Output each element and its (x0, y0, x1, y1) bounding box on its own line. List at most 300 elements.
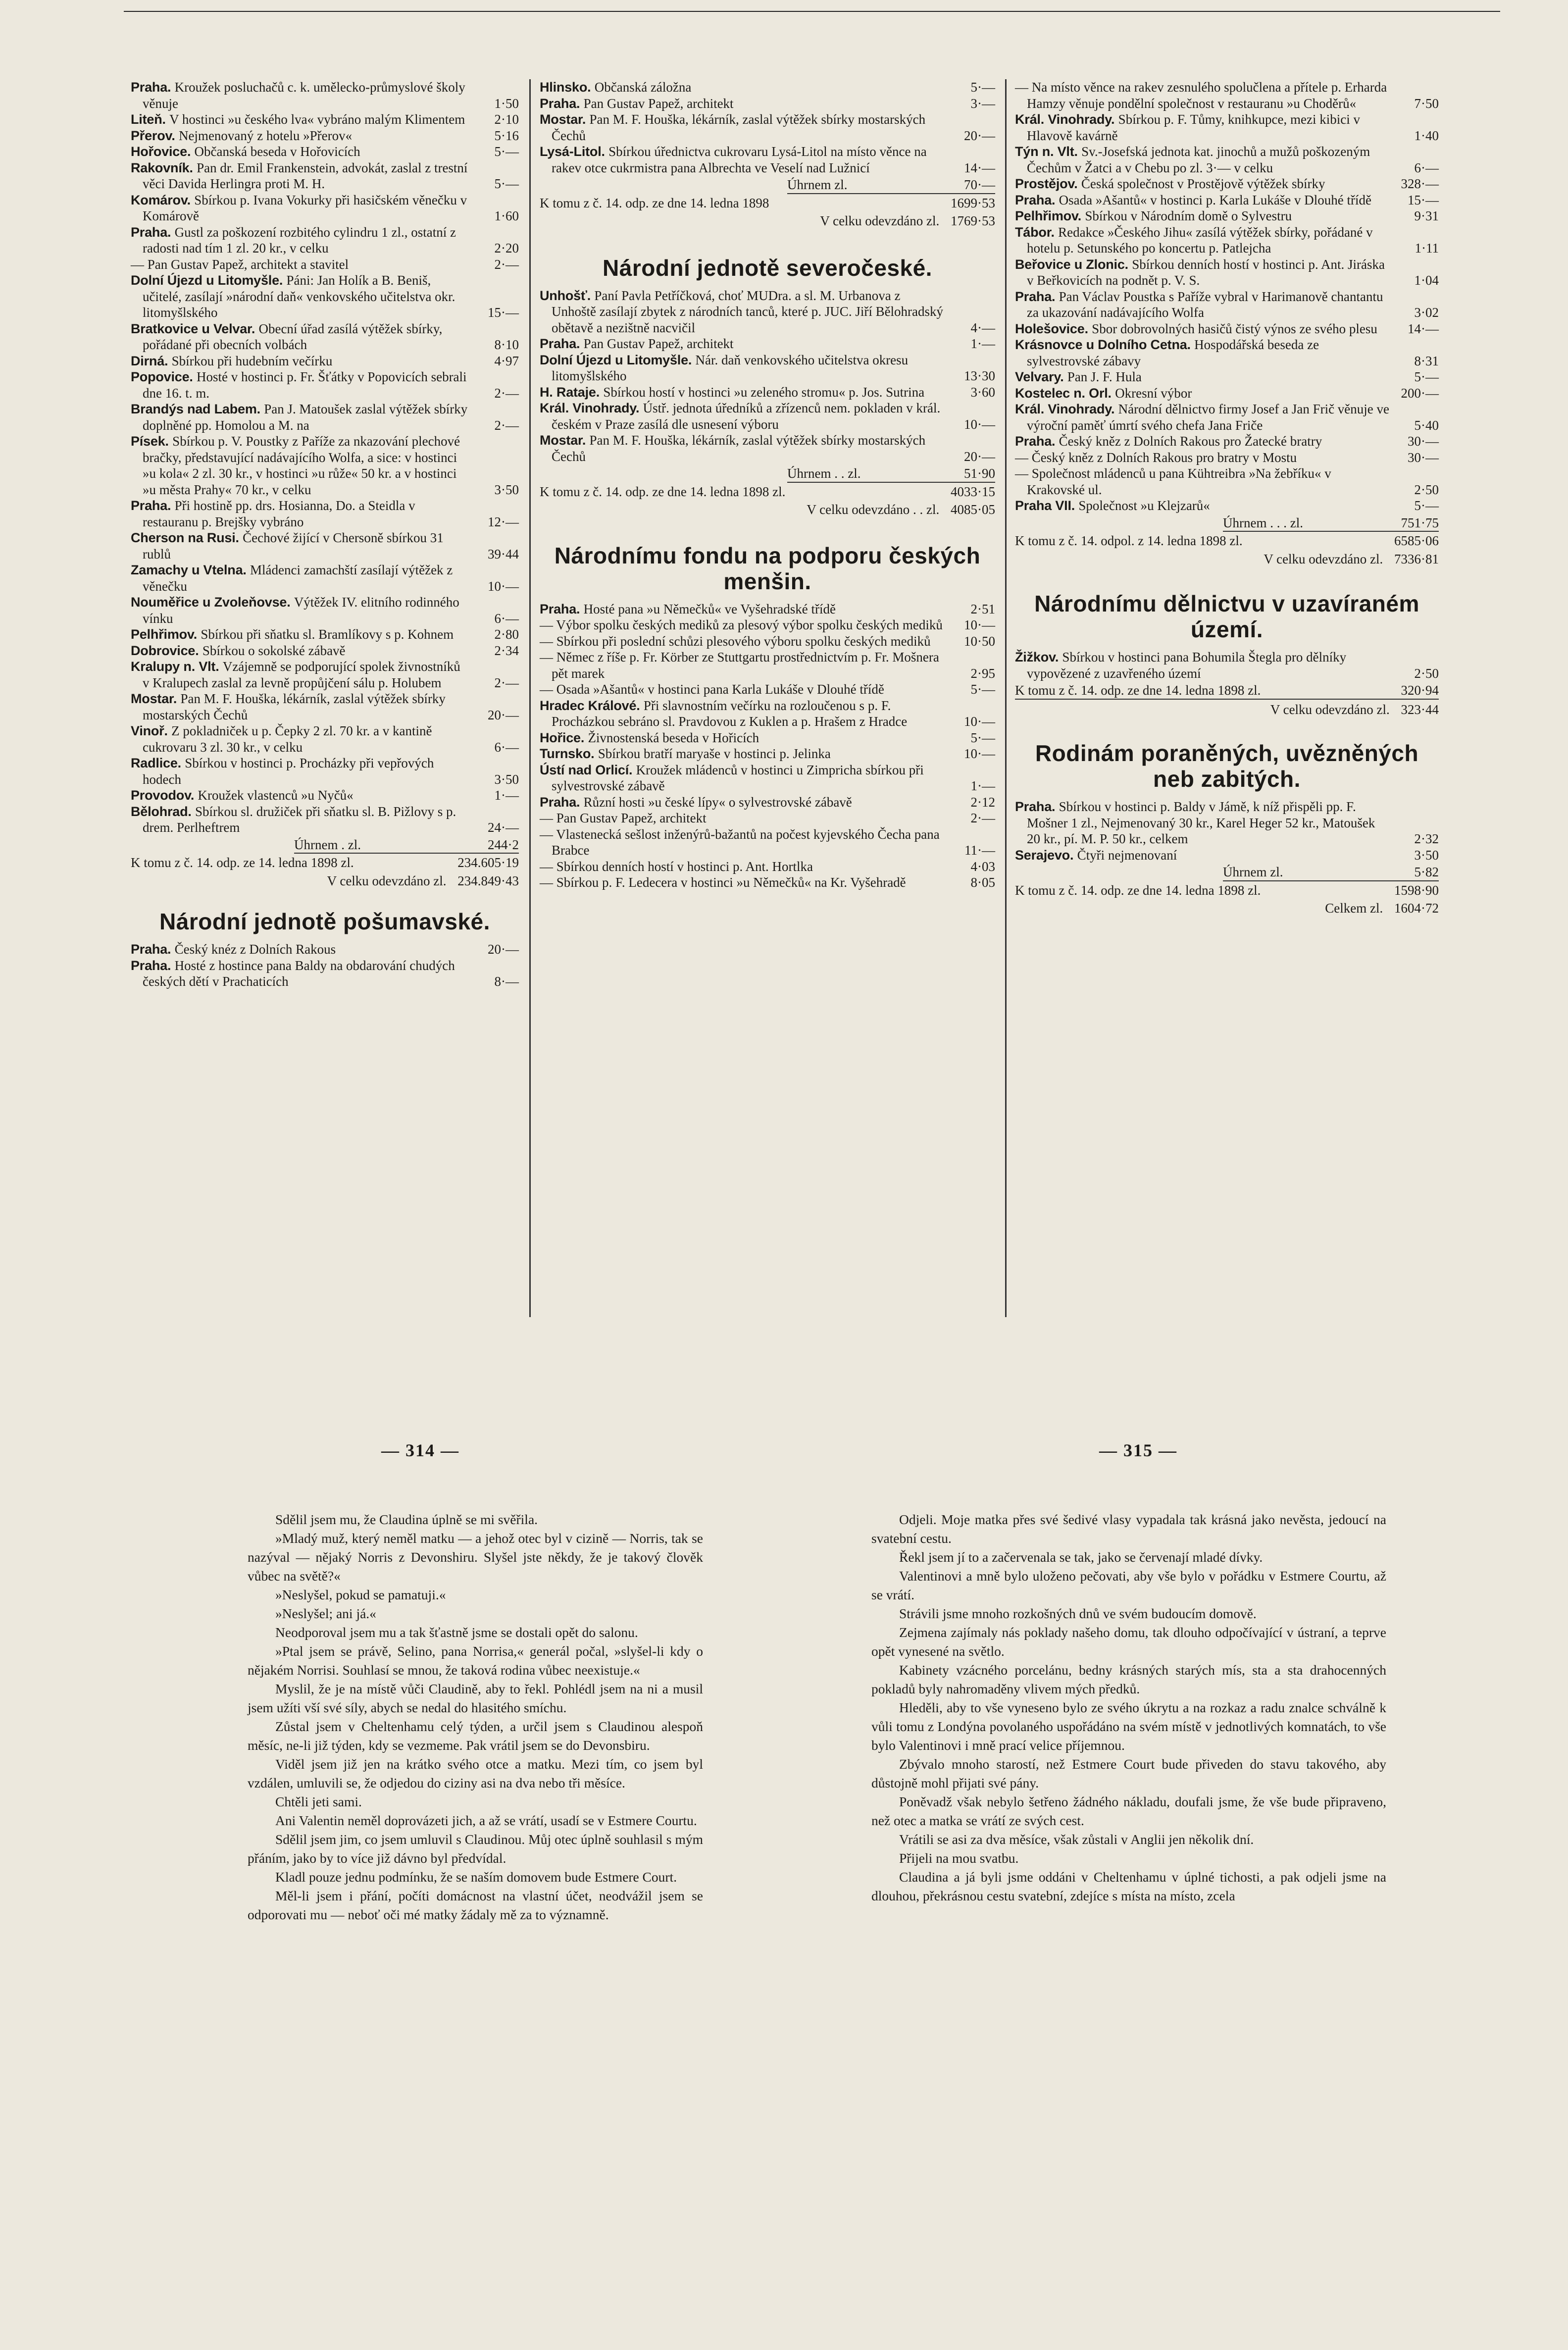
carry-line (1015, 882, 1439, 899)
entry-text: Sbírkou v hostinci pana Bohumila Štegla pro dělníky vypovězené z uzavřeného území (1027, 650, 1347, 681)
entry-amount: 1·— (970, 336, 995, 351)
place-name: Hlinsko. (540, 80, 595, 95)
entry-amount: 3·— (970, 96, 995, 111)
donation-entry (540, 111, 995, 144)
carry-line (1015, 682, 1439, 700)
total-amount: 4085·05 (951, 502, 995, 517)
entry-amount: 24·— (488, 820, 519, 835)
story-paragraph: Viděl jsem již jen na krátko svého otce a matku. Mezi tím, co jsem byl vzdálen, umluvili se, že odjedou do ciziny asi na dva nebo tři měsíce. (248, 1756, 703, 1790)
place-name: Vinoř. (131, 723, 172, 738)
entry-text: Paní Pavla Petříčková, choť MUDra. a sl. M. Urbanova z Unhoště zasílají zbytek z národních tanců, které p. JUC. Jiří Bělohradský obětavě a nezištně nacvičil (552, 288, 944, 335)
entry-text: — Sbírkou při poslední schůzi plesového výboru spolku českých mediků (540, 633, 931, 649)
place-name: Mostar. (540, 433, 590, 448)
total-label: V celku odevzdáno zl. (820, 213, 940, 228)
entry-amount: 1·04 (1414, 273, 1439, 288)
place-name: Písek. (131, 434, 173, 449)
place-name: Přerov. (131, 128, 179, 143)
place-name: Král. Vinohrady. (1015, 402, 1118, 416)
donation-entry (1015, 401, 1439, 433)
entry-amount: 6·— (494, 611, 519, 626)
story-paragraph: »Ptal jsem se právě, Selino, pana Norrisa,« generál počal, »slyšel-li kdy o nějakém Norrisi. Souhlasí se mnou, že taková rodina vůbec neexistuje.« (248, 1643, 703, 1678)
carry-amount: 1699·53 (951, 195, 995, 210)
entry-amount: 3·50 (494, 771, 519, 787)
total-label: V celku odevzdáno . . zl. (807, 502, 940, 517)
place-name: Komárov. (131, 192, 195, 207)
entry-amount: 1·11 (1415, 241, 1439, 255)
total-line (131, 873, 519, 889)
entry-amount: 3·02 (1414, 305, 1439, 320)
entry-text: — Společnost mládenců u pana Kühtreibra »Na žebříku« v Krakovské ul. (1015, 466, 1331, 497)
entry-text: Hosté v hostinci p. Fr. Šťátky v Popovicích sebrali dne 16. t. m. (143, 369, 467, 401)
entry-text: Sbírkou úřednictva cukrovaru Lysá-Litol na místo věnce na rakev otce cukrmistra pana Albrechta ve Veselí nad Lužnicí (552, 144, 927, 175)
entry-text: — Vlastenecká sešlost inženýrů-bažantů na počest kyjevského Čecha pana Brabce (540, 826, 940, 858)
donation-list (131, 941, 519, 990)
place-name: Krásnovce u Dolního Cetna. (1015, 337, 1195, 352)
entry-text: Okresní výbor (1115, 385, 1192, 401)
section-title: Národnímu dělnictvu v uzavíraném území. (1034, 591, 1419, 642)
place-name: Praha. (1015, 799, 1059, 814)
donation-entry (131, 160, 519, 192)
place-name: H. Rataje. (540, 384, 604, 400)
sum-label: Úhrnem . . zl. (787, 466, 861, 481)
donation-entry (131, 433, 519, 498)
donation-list (131, 79, 519, 836)
place-name: Žižkov. (1015, 650, 1062, 664)
donation-entry (131, 256, 519, 273)
entry-amount: 2·— (494, 385, 519, 401)
carry-amount: 4033·15 (951, 484, 995, 499)
place-name: Brandýs nad Labem. (131, 402, 264, 416)
section-title: Národnímu fondu na podporu českých menšin. (554, 542, 981, 594)
place-name: Kostelec n. Orl. (1015, 385, 1115, 401)
carry-label: K tomu z č. 14. odpol. z 14. ledna 1898 zl. (1015, 533, 1243, 548)
donation-entry (540, 874, 995, 891)
entry-amount: 5·— (1414, 498, 1439, 513)
donation-list (1015, 649, 1439, 681)
entry-amount: 20·— (964, 128, 995, 143)
total-amount: 7336·81 (1394, 551, 1439, 566)
donation-entry (1015, 79, 1439, 111)
entry-text: Hospodářská beseda ze sylvestrovské zábavy (1027, 337, 1319, 368)
donation-entry (131, 562, 519, 594)
entry-text: Sbor dobrovolných hasičů čistý výnos ze svého plesu (1092, 321, 1377, 336)
carry-label: K tomu z č. 14. odp. ze dne 14. ledna 1898 zl. (1015, 683, 1261, 698)
donation-entry (540, 649, 995, 681)
story-paragraph: »Neslyšel, pokud se pamatuji.« (275, 1587, 446, 1602)
entry-amount: 2·80 (494, 627, 519, 642)
story-paragraph: Strávili jsme mnoho rozkošných dnů ve svém budoucím domově. (899, 1606, 1257, 1621)
place-name: Praha. (131, 80, 175, 95)
place-name: Liteň. (131, 112, 170, 127)
donation-entry (540, 432, 995, 464)
place-name: Bělohrad. (131, 804, 196, 819)
entry-amount: 2·34 (494, 643, 519, 658)
entry-text: Různí hosti »u české lípy« o sylvestrovské zábavě (583, 794, 852, 810)
entry-amount: 2·10 (494, 112, 519, 127)
total-label: V celku odevzdáno zl. (1270, 702, 1390, 717)
donation-entry (131, 643, 519, 659)
entry-text: Z pokladniček u p. Čepky 2 zl. 70 kr. a v kantině cukrovaru 3 zl. 30 kr., v celku (143, 723, 432, 755)
carry-amount: 234.605·19 (457, 855, 519, 870)
donation-entry (131, 530, 519, 562)
carry-amount: 6585·06 (1394, 533, 1439, 548)
place-name: Král. Vinohrady. (540, 401, 643, 415)
total-line (1015, 900, 1439, 917)
place-name: Serajevo. (1015, 847, 1077, 863)
carry-line (540, 484, 995, 500)
entry-amount: 5·— (970, 80, 995, 95)
entry-text: Sbírkou p. V. Poustky z Paříže za nkazování plechové bračky, představující nadávajícího Wolfa, a sice: v hostinci »u kola« 2 zl. 30 kr., v hostinci »u růže« 50 kr. a v hostinci »u města Prahy« 70 kr., v celku (143, 434, 460, 497)
place-name: Cherson na Rusi. (131, 530, 243, 545)
entry-text: Sbírkou v hostinci p. Procházky při vepřových hodech (143, 756, 434, 787)
place-name: Hořice. (540, 730, 588, 745)
place-name: Praha. (131, 498, 175, 513)
entry-text: Pan dr. Emil Frankenstein, advokát, zaslal z trestní věci Davida Herlingra proti M. H. (143, 160, 468, 191)
entry-text: Pan Gustav Papež, architekt (583, 96, 734, 111)
entry-amount: 4·97 (494, 353, 519, 368)
page-number-right: — 315 — (1099, 1440, 1177, 1460)
total-amount: 1769·53 (951, 213, 995, 228)
carry-label: K tomu z č. 14. odp. ze dne 14. ledna 1898 zl. (540, 484, 786, 499)
place-name: Praha. (1015, 289, 1059, 304)
sum-label: Úhrnem zl. (1223, 865, 1283, 879)
carry-line (131, 855, 519, 871)
sum-amount: 5·82 (1414, 865, 1439, 879)
place-name: Prostějov. (1015, 176, 1081, 191)
carry-line (1015, 533, 1439, 549)
donation-entry (1015, 649, 1439, 681)
entry-amount: 6·— (494, 739, 519, 755)
donation-entry (131, 594, 519, 626)
entry-amount: 15·— (488, 305, 519, 320)
place-name: Tábor. (1015, 224, 1059, 240)
entry-amount: 1·50 (494, 96, 519, 111)
sum-label: Úhrnem zl. (787, 177, 848, 192)
donation-entry (540, 746, 995, 762)
story-paragraph: Neodporoval jsem mu a tak šťastně jsme se dostali opět do salonu. (275, 1625, 638, 1640)
place-name: Ústí nad Orlicí. (540, 762, 636, 777)
carry-amount: 320·94 (1401, 683, 1439, 698)
entry-text: Sbírkou při sňatku sl. Bramlíkovy s p. Kohnem (201, 627, 454, 642)
story-paragraph: Zůstal jsem v Cheltenhamu celý týden, a určil jsem s Claudinou alespoň měsíc, ne-li již týden, kdy se vezmeme. Pak vrátil jsem se do Devonsbiru. (248, 1719, 703, 1753)
entry-text: Pan J. F. Hula (1067, 369, 1142, 384)
entry-amount: 39·44 (488, 546, 519, 562)
column-rule (1005, 79, 1007, 1317)
entry-amount: 3·60 (970, 384, 995, 400)
sum-label: Úhrnem . . . zl. (1223, 515, 1303, 530)
entry-text: Sbírkou denních hostí v hostinci p. Ant. Jiráska v Beřkovicích na podnět p. V. S. (1027, 256, 1385, 288)
donation-entry (131, 787, 519, 804)
sum-amount: 70·— (964, 177, 995, 192)
donation-entry (1015, 321, 1439, 337)
place-name: Lysá-Litol. (540, 144, 609, 159)
story-paragraph: »Neslyšel; ani já.« (275, 1606, 376, 1621)
entry-text: Ústř. jednota úředníků a zřízenců nem. pokladen v král. českém v Praze zasílá dle usnesení výboru (552, 401, 941, 432)
entry-amount: 10·— (964, 714, 995, 729)
entry-text: V hostinci »u českého lva« vybráno malým Klimentem (169, 112, 465, 127)
place-name: Praha. (540, 336, 584, 351)
sum-line (787, 465, 995, 483)
donation-entry (540, 730, 995, 746)
entry-text: Společnost »u Klejzarů« (1078, 498, 1210, 513)
total-line (1015, 702, 1439, 718)
donation-entry (1015, 289, 1439, 321)
sum-line (1223, 515, 1439, 532)
entry-amount: 8·31 (1414, 353, 1439, 368)
place-name: Popovice. (131, 369, 197, 384)
entry-text: Nár. daň venkovského učitelstva okresu litomyšlského (552, 352, 909, 383)
donation-entry (1015, 433, 1439, 450)
entry-amount: 2·50 (1414, 665, 1439, 681)
donation-entry (540, 288, 995, 336)
donation-entry (1015, 256, 1439, 289)
entry-amount: 14·— (964, 160, 995, 175)
carry-line (540, 195, 995, 211)
entry-amount: 4·— (970, 320, 995, 335)
story-paragraph: Kladl pouze jednu podmínku, že se naším domovem bude Estmere Court. (275, 1869, 677, 1885)
donation-entry (540, 79, 995, 96)
donation-entry (131, 128, 519, 144)
entry-amount: 5·— (1414, 369, 1439, 384)
entry-text: Nejmenovaný z hotelu »Přerov« (178, 128, 353, 143)
entry-text: Gustl za poškození rozbitého cylindru 1 zl., ostatní z radosti nad tím 1 zl. 20 kr., v celku (143, 224, 456, 255)
total-line (1015, 551, 1439, 567)
entry-text: Sbírkou hostí v hostinci »u zeleného stromu« p. Jos. Sutrina (603, 384, 925, 400)
sum-label: Úhrnem . zl. (294, 837, 361, 852)
donation-entry (131, 498, 519, 530)
donation-entry (131, 958, 519, 990)
donation-entry (1015, 176, 1439, 192)
place-name: Pelhřimov. (131, 627, 201, 642)
story-paragraph: Poněvadž však nebylo šetřeno žádného nákladu, doufali jsme, že vše bude připraveno, než otec a matka se vrátí ze svých cest. (871, 1794, 1386, 1828)
total-line (540, 502, 995, 518)
entry-text: Kroužek mládenců v hostinci u Zimpricha sbírkou při sylvestrovské zábavě (552, 762, 924, 793)
entry-text: Osada »Ašantů« v hostinci p. Karla Lukáše v Dlouhé třídě (1059, 192, 1372, 207)
donation-entry (540, 826, 995, 859)
entry-text: Občanská záložna (594, 80, 692, 95)
entry-text: Vzájemně se podporující spolek živnostníků v Kralupech zaslal za levně propůjčení sálu p. Holubem (143, 659, 460, 690)
story-paragraph: Vrátili se asi za dva měsíce, však zůstali v Anglii jen několik dní. (899, 1832, 1254, 1847)
entry-amount: 2·20 (494, 241, 519, 255)
sum-line (1223, 864, 1439, 881)
donation-entry (540, 698, 995, 730)
entry-amount: 1·40 (1414, 128, 1439, 143)
place-name: Kralupy n. Vlt. (131, 659, 223, 674)
donation-entry (131, 321, 519, 353)
total-amount: 234.849·43 (457, 873, 519, 888)
entry-text: Pan M. F. Houška, lékárník, zaslal výtěžek sbírky mostarských Čechů (552, 112, 926, 143)
donation-entry (131, 626, 519, 643)
entry-amount: 2·— (494, 675, 519, 690)
entry-amount: 2·32 (1414, 831, 1439, 846)
entry-text: Čechové žijící v Chersoně sbírkou 31 rublů (143, 530, 444, 562)
sum-amount: 751·75 (1401, 515, 1439, 530)
entry-text: — Výbor spolku českých mediků za plesový výbor spolku českých mediků (540, 617, 943, 632)
entry-text: — Na místo věnce na rakev zesnulého spolučlena a přítele p. Erharda Hamzy věnuje pondělní společnost v restauranu »u Choděrů« (1015, 80, 1387, 111)
place-name: Dolní Újezd u Litomyšle. (131, 273, 287, 288)
entry-amount: 12·— (488, 514, 519, 529)
entry-amount: 200·— (1401, 385, 1439, 401)
entry-text: Pan M. F. Houška, lékárník, zaslal výtěžek sbírky mostarských Čechů (143, 691, 446, 722)
place-name: Unhošť. (540, 288, 595, 303)
story-right-column (871, 1510, 1386, 1905)
donation-entry (131, 111, 519, 128)
donation-entry (1015, 208, 1439, 224)
donation-entry (1015, 799, 1439, 847)
entry-amount: 30·— (1408, 434, 1439, 449)
entry-amount: 5·— (970, 682, 995, 697)
story-paragraph: Řekl jsem jí to a začervenala se tak, jako se červenají mladé dívky. (899, 1549, 1263, 1565)
story-left-column (248, 1510, 703, 1924)
entry-amount: 5·40 (1414, 417, 1439, 433)
entry-text: Sbírkou sl. družiček při sňatku sl. B. Pižlovy s p. drem. Perlheftrem (143, 804, 456, 835)
carry-label: K tomu z č. 14. odp. ze dne 14. ledna 1898 zl. (1015, 882, 1261, 898)
entry-amount: 10·— (964, 416, 995, 432)
entry-amount: 13·30 (964, 368, 995, 383)
entry-text: Výtěžek IV. elitního rodinného vínku (143, 595, 459, 626)
entry-text: — Pan Gustav Papež, architekt a stavitel (131, 256, 349, 272)
entry-text: Redakce »Českého Jihu« zasílá výtěžek sbírky, pořádané v hotelu p. Setunského po koncertu p. Patlejcha (1027, 224, 1373, 255)
entry-amount: 11·— (964, 843, 995, 858)
place-name: Praha. (1015, 434, 1059, 449)
total-label: V celku odevzdáno zl. (1264, 551, 1383, 566)
donation-entry (131, 755, 519, 787)
place-name: Praha. (131, 942, 175, 957)
entry-amount: 10·— (488, 578, 519, 594)
entry-text: Sbírkou v Národním domě o Sylvestru (1085, 208, 1292, 223)
donation-entry (1015, 847, 1439, 864)
entry-text: — Osada »Ašantů« v hostinci pana Karla Lukáše v Dlouhé třídě (540, 682, 884, 697)
top-rule (124, 11, 1500, 12)
donation-entry (540, 601, 995, 617)
place-name: Holešovice. (1015, 321, 1092, 336)
entry-text: Živnostenská beseda v Hořicích (588, 730, 759, 745)
donation-entry (540, 859, 995, 875)
story-paragraph: Claudina a já byli jsme oddáni v Cheltenhamu v úplné tichosti, a pak odjeli jsme na dlouhou, překrásnou cestu svatební, zdejíce s místa na místo, zcela (871, 1869, 1386, 1903)
place-name: Pelhřimov. (1015, 208, 1085, 223)
place-name: Praha. (1015, 192, 1059, 207)
page-number-left: — 314 — (381, 1440, 459, 1460)
entry-amount: 3·50 (494, 482, 519, 497)
place-name: Praha. (131, 958, 175, 973)
place-name: Praha VII. (1015, 498, 1079, 513)
entry-amount: 10·— (964, 746, 995, 761)
carry-label: K tomu z č. 14. odp. ze dne 14. ledna 1898 (540, 195, 769, 210)
entry-amount: 5·— (494, 176, 519, 191)
donation-entry (1015, 465, 1439, 498)
column-3 (1015, 79, 1439, 917)
donation-entry (131, 941, 519, 958)
place-name: Dolní Újezd u Litomyšle. (540, 352, 696, 367)
donation-entry (540, 633, 995, 650)
donation-entry (131, 723, 519, 755)
donation-list (540, 601, 995, 891)
donation-entry (1015, 385, 1439, 402)
entry-text: Při slavnostním večírku na rozloučenou s p. F. Procházkou sebráno sl. Pravdovou z Kuklen a p. Hrašem z Hradce (552, 698, 908, 729)
entry-amount: 15·— (1408, 192, 1439, 207)
section-title: Národní jednotě pošumavské. (159, 909, 490, 934)
donation-entry (540, 96, 995, 112)
story-paragraph: Chtěli jeti sami. (275, 1794, 362, 1809)
sum-amount: 244·2 (488, 837, 519, 852)
entry-text: Hosté z hostince pana Baldy na obdarování chudých českých dětí v Prachaticích (143, 958, 455, 989)
entry-text: — Sbírkou p. F. Ledecera v hostinci »u Němečků« na Kr. Vyšehradě (540, 875, 906, 890)
donation-list (1015, 799, 1439, 863)
entry-amount: 328·— (1401, 176, 1439, 191)
entry-text: Sv.-Josefská jednota kat. jinochů a mužů poškozeným Čechům v Žatci a v Chebu po zl. 3·— v celku (1027, 144, 1370, 175)
place-name: Rakovník. (131, 160, 197, 175)
donation-entry (1015, 192, 1439, 208)
place-name: Turnsko. (540, 746, 598, 761)
entry-amount: 5·16 (494, 128, 519, 143)
donation-entry (540, 681, 995, 698)
donation-entry (131, 272, 519, 321)
story-paragraph: Sdělil jsem jim, co jsem umluvil s Claudinou. Můj otec úplně souhlasil s mým přáním, jako by to více již dávno byl předvídal. (248, 1832, 703, 1866)
story-paragraph: Zejmena zajímaly nás poklady našeho domu, tak dlouho odpočívající v ústraní, a teprve opět vynesené na světlo. (871, 1625, 1386, 1659)
donation-entry (540, 352, 995, 384)
donation-entry (1015, 144, 1439, 176)
entry-amount: 2·— (494, 256, 519, 272)
entry-amount: 2·— (970, 811, 995, 825)
donation-entry (1015, 450, 1439, 466)
donation-entry (1015, 111, 1439, 144)
entry-text: Sbírkou bratří maryaše v hostinci p. Jelinka (598, 746, 831, 761)
story-paragraph: Hleděli, aby to vše vyneseno bylo ze svého úkrytu a na rozkaz a radu znalce schválně k vůli tomu z Londýna povolaného uspořádáno na svém místě v jednotlivých komnatách, to vše bylo Valentinovi i mně prací velice příjemnou. (871, 1700, 1386, 1753)
entry-text: Pan J. Matoušek zaslal výtěžek sbírky doplněné pp. Homolou a M. na (143, 402, 468, 433)
entry-text: — Sbírkou denních hostí v hostinci p. Ant. Hortlka (540, 859, 813, 874)
donation-entry (131, 144, 519, 160)
carry-label: K tomu z č. 14. odp. ze 14. ledna 1898 zl. (131, 855, 354, 870)
entry-amount: 2·95 (970, 665, 995, 681)
story-paragraph: Myslil, že je na místě vůči Claudině, aby to řekl. Pohlédl jsem na ni a musil jsem užíti vší své síly, abych se nedal do hlasitého smíchu. (248, 1681, 703, 1715)
place-name: Týn n. Vlt. (1015, 144, 1082, 159)
entry-text: Pan Gustav Papež, architekt (583, 336, 734, 351)
donation-list (540, 288, 995, 465)
column-1 (131, 79, 519, 990)
entry-text: Pan Václav Poustka s Paříže vybral v Harimanově chantantu za ukazování nadávajícího Wolfa (1027, 289, 1383, 320)
donation-entry (540, 617, 995, 633)
entry-text: — Němec z říše p. Fr. Körber ze Stuttgartu prostřednictvím p. Fr. Mošnera pět marek (540, 650, 939, 681)
entry-text: Kroužek posluchačů c. k. umělecko-průmyslové školy věnuje (143, 80, 465, 111)
entry-amount: 30·— (1408, 450, 1439, 465)
entry-text: Sbírkou při hudebním večírku (171, 353, 333, 368)
entry-text: Čtyři nejmenovaní (1077, 847, 1177, 863)
story-paragraph: Ani Valentin neměl doprovázeti jich, a až se vrátí, usadí se v Estmere Courtu. (275, 1813, 697, 1828)
donation-entry (131, 691, 519, 723)
entry-text: — Pan Gustav Papež, architekt (540, 811, 707, 825)
entry-amount: 9·31 (1414, 208, 1439, 223)
place-name: Provodov. (131, 788, 198, 803)
donation-entry (540, 144, 995, 176)
entry-amount: 14·— (1408, 321, 1439, 336)
entry-amount: 1·— (494, 788, 519, 803)
story-paragraph: »Mladý muž, který neměl matku — a jehož otec byl v cizině — Norris, tak se nazýval — nějaký Norris z Devonshiru. Slyšel jste někdy, že je takový člověk vůbec na světě?« (248, 1531, 703, 1584)
place-name: Hořovice. (131, 144, 195, 159)
entry-text: Česká společnost v Prostějově výtěžek sbírky (1081, 176, 1325, 191)
entry-amount: 8·05 (970, 875, 995, 890)
entry-amount: 7·50 (1414, 96, 1439, 111)
place-name: Bratkovice u Velvar. (131, 321, 259, 336)
place-name: Praha. (540, 794, 584, 810)
donation-list (540, 79, 995, 176)
entry-text: Pan M. F. Houška, lékárník, zaslal výtěžek sbírky mostarských Čechů (552, 433, 926, 464)
entry-text: Český kněz z Dolních Rakous pro Žatecké bratry (1059, 434, 1322, 449)
donation-entry (1015, 224, 1439, 256)
entry-amount: 1·60 (494, 208, 519, 223)
entry-amount: 10·50 (964, 633, 995, 649)
entry-text: Kroužek vlastenců »u Nyčů« (198, 788, 354, 803)
entry-amount: 20·— (488, 707, 519, 722)
